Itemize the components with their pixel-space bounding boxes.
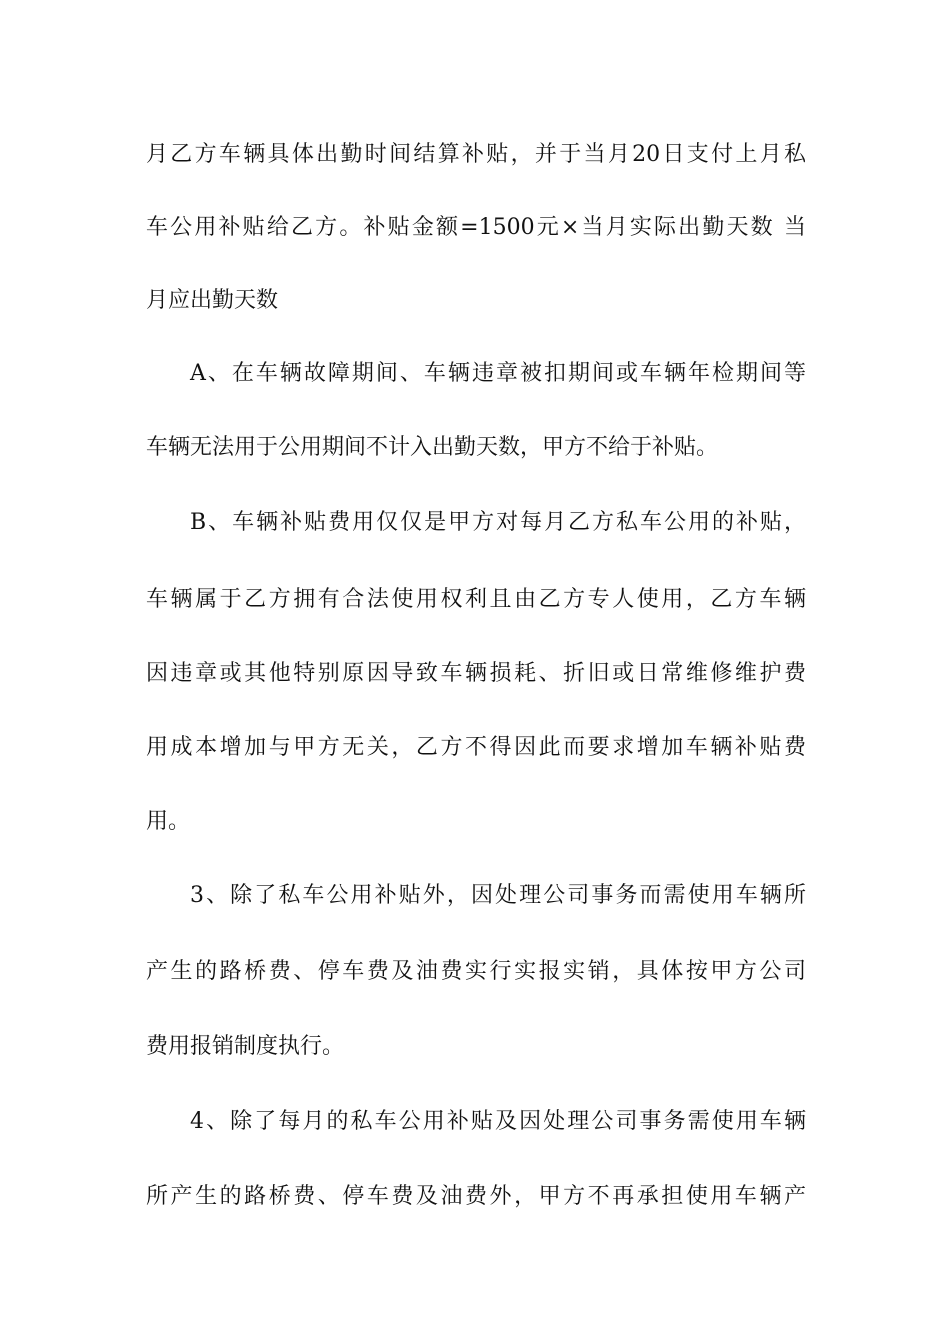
paragraph-line: A、在车辆故障期间、车辆违章被扣期间或车辆年检期间等 — [190, 361, 806, 386]
paragraph-line: 费用报销制度执行。 — [146, 1034, 345, 1059]
paragraph-line: 用。 — [146, 809, 191, 834]
paragraph-line: 月应出勤天数 — [146, 288, 279, 313]
paragraph-line: 月乙方车辆具体出勤时间结算补贴，并于当月20日支付上月私 — [146, 142, 806, 167]
paragraph-line: 3、除了私车公用补贴外，因处理公司事务而需使用车辆所 — [190, 883, 806, 908]
paragraph-line: 因违章或其他特别原因导致车辆损耗、折旧或日常维修维护费 — [146, 661, 806, 686]
paragraph-line: B、车辆补贴费用仅仅是甲方对每月乙方私车公用的补贴， — [190, 510, 806, 535]
paragraph-line: 车公用补贴给乙方。补贴金额=1500元×当月实际出勤天数 当 — [146, 215, 806, 240]
paragraph-line: 4、除了每月的私车公用补贴及因处理公司事务需使用车辆 — [190, 1109, 806, 1134]
paragraph-line: 车辆无法用于公用期间不计入出勤天数，甲方不给于补贴。 — [146, 435, 719, 460]
paragraph-line: 车辆属于乙方拥有合法使用权利且由乙方专人使用，乙方车辆 — [146, 587, 806, 612]
paragraph-line: 产生的路桥费、停车费及油费实行实报实销，具体按甲方公司 — [146, 959, 806, 984]
paragraph-line: 用成本增加与甲方无关，乙方不得因此而要求增加车辆补贴费 — [146, 735, 806, 760]
paragraph-line: 所产生的路桥费、停车费及油费外，甲方不再承担使用车辆产 — [146, 1184, 806, 1209]
